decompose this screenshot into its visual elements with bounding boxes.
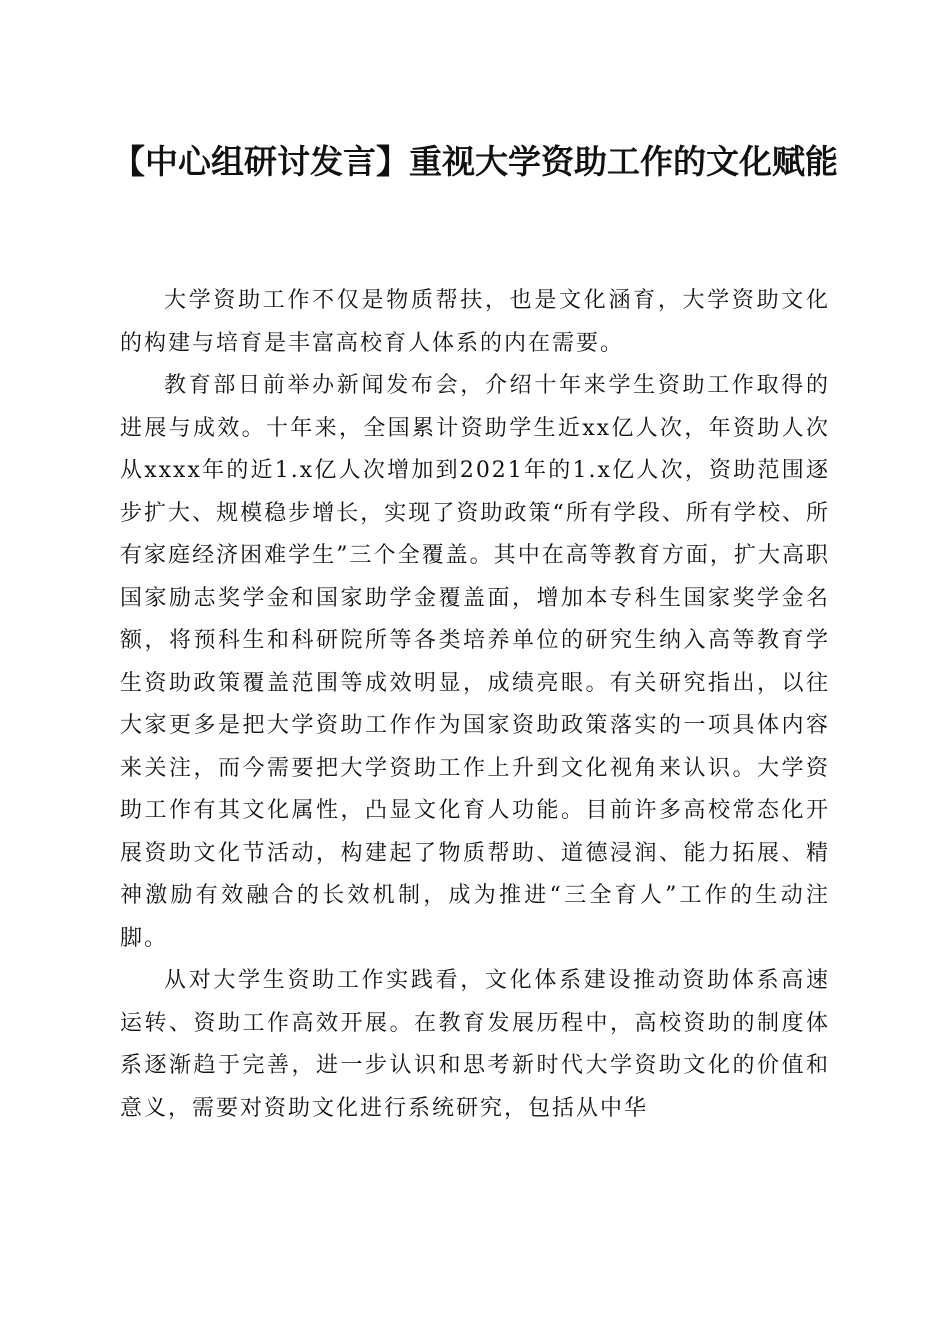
body-paragraph: 教育部日前举办新闻发布会，介绍十年来学生资助工作取得的进展与成效。十年来，全国累计资助学生近xx亿人次，年资助人次从xxxx年的近1.x亿人次增加到2021年的1.x亿人次，资助范围逐步扩大、规模稳步增长，实现了资助政策“所有学段、所有学校、所有家庭经济困难学生”三个全覆盖。其中在高等教育方面，扩大高职国家励志奖学金和国家助学金覆盖面，增加本专科生国家奖学金名额，将预科生和科研院所等各类培养单位的研究生纳入高等教育学生资助政策覆盖范围等成效明显，成绩亮眼。有关研究指出，以往大家更多是把大学资助工作作为国家资助政策落实的一项具体内容来关注，而今需要把大学资助工作上升到文化视角来认识。大学资助工作有其文化属性，凸显文化育人功能。目前许多高校常态化开展资助文化节活动，构建起了物质帮助、道德浸润、能力拓展、精神激励有效融合的长效机制，成为推进“三全育人”工作的生动注脚。: [120, 373, 830, 951]
body-paragraph: 从对大学生资助工作实践看，文化体系建设推动资助体系高速运转、资助工作高效开展。在教育发展历程中，高校资助的制度体系逐渐趋于完善，进一步认识和思考新时代大学资助文化的价值和意义，需要对资助文化进行系统研究，包括从中华: [120, 968, 830, 1121]
body-paragraph: 大学资助工作不仅是物质帮扶，也是文化涵育，大学资助文化的构建与培育是丰富高校育人体系的内在需要。: [120, 288, 830, 356]
document-body: [120, 280, 830, 1130]
document-title: 【中心组研讨发言】重视大学资助工作的文化赋能: [112, 142, 838, 181]
